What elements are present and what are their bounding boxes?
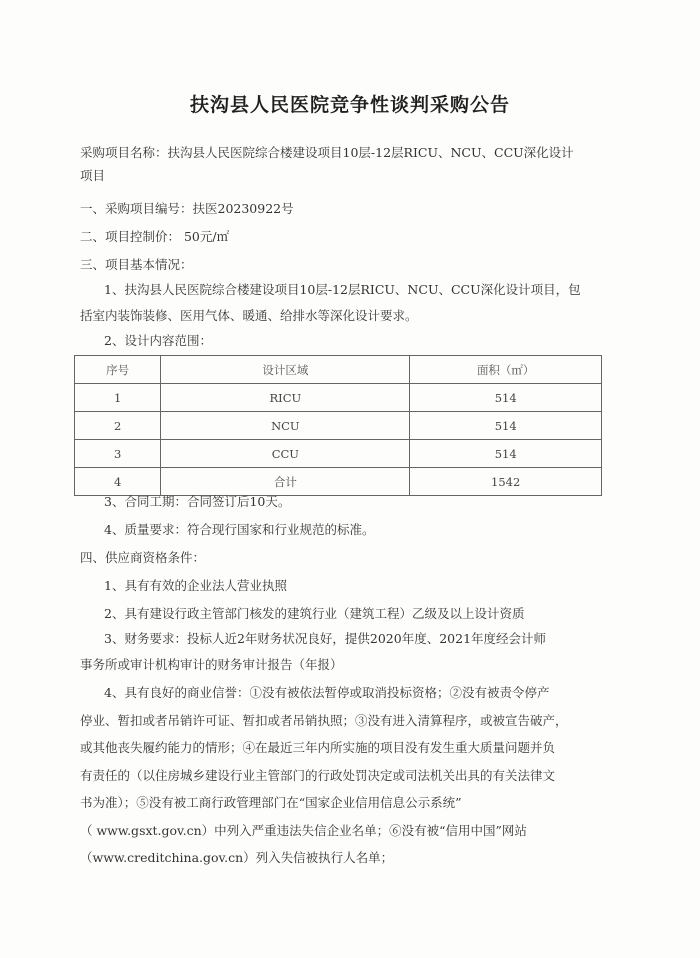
- table-row: [75, 440, 602, 468]
- paragraph-line: 书为准）；⑤没有被工商行政管理部门在“国家企业信用信息公示系统”: [80, 795, 462, 810]
- paragraph-line: 1、扶沟县人民医院综合楼建设项目10层-12层RICU、NCU、CCU深化设计项目，包: [104, 282, 581, 297]
- table-cell: 3: [75, 440, 161, 468]
- paragraph-line: （www.creditchina.gov.cn）列入失信被执行人名单；: [80, 850, 394, 865]
- project-name-line: 项目: [80, 168, 106, 183]
- column-header-area: 设计区域: [161, 356, 410, 384]
- section-basic-info: 三、项目基本情况：: [80, 257, 193, 272]
- project-name-line: 采购项目名称：扶沟县人民医院综合楼建设项目10层-12层RICU、NCU、CCU深化设计: [80, 145, 574, 160]
- table-cell: 1542: [410, 468, 602, 496]
- qualification-item-4: [80, 679, 568, 872]
- table-cell: 4: [75, 468, 161, 496]
- paragraph-line: 事务所或审计机构审计的财务审计报告（年报）: [80, 656, 343, 672]
- paragraph-line: 停业、暂扣或者吊销许可证、暂扣或者吊销执照；③没有进入清算程序，或被宣告破产，: [80, 712, 568, 728]
- qualification-item-3: [80, 624, 546, 679]
- table-cell: NCU: [161, 412, 410, 440]
- paragraph-line: 括室内装饰装修、医用气体、暖通、给排水等深化设计要求。: [80, 307, 418, 323]
- column-header-number: 序号: [75, 356, 161, 384]
- table-row: [75, 384, 602, 412]
- table-cell: 2: [75, 412, 161, 440]
- paragraph-line: 有责任的（以住房城乡建设行业主管部门的行政处罚决定或司法机关出具的有关法律文: [80, 767, 556, 783]
- table-cell: RICU: [161, 384, 410, 412]
- project-name: [80, 141, 574, 187]
- page-title: 扶沟县人民医院竞争性谈判采购公告: [189, 94, 510, 116]
- table-row: [75, 468, 602, 496]
- section-control-price: 二、项目控制价： 50元/㎡: [80, 229, 230, 244]
- paragraph-line: 4、具有良好的商业信誉：①没有被依法暂停或取消投标资格；②没有被责令停产: [104, 685, 550, 700]
- paragraph-line: 3、财务要求：投标人近2年财务状况良好，提供2020年度、2021年度经会计师: [104, 631, 547, 646]
- table-header-row: [75, 356, 602, 384]
- table-cell: CCU: [161, 440, 410, 468]
- paragraph-line: 或其他丧失履约能力的情形；④在最近三年内所实施的项目没有发生重大质量问题并负: [80, 740, 556, 755]
- qualification-item-2: 2、具有建设行政主管部门核发的建筑行业（建筑工程）乙级及以上设计资质: [104, 606, 525, 621]
- basic-info-item-3: 3、合同工期：合同签订后10天。: [104, 494, 291, 509]
- column-header-size: 面积（㎡）: [410, 356, 602, 384]
- basic-info-item-2: 2、设计内容范围：: [104, 333, 212, 348]
- section-procurement-number: 一、采购项目编号：扶医20230922号: [80, 201, 294, 216]
- table-cell: 514: [410, 384, 602, 412]
- section-qualifications: 四、供应商资格条件：: [80, 550, 206, 565]
- paragraph-line: （ www.gsxt.gov.cn）中列入严重违法失信企业名单；⑥没有被“信用中国”网站: [80, 822, 527, 838]
- table-cell: 合计: [161, 468, 410, 496]
- table-cell: 1: [75, 384, 161, 412]
- table-cell: 514: [410, 440, 602, 468]
- design-scope-table: [74, 355, 602, 496]
- basic-info-item-4: 4、质量要求：符合现行国家和行业规范的标准。: [104, 522, 375, 537]
- table-row: [75, 412, 602, 440]
- table-cell: 514: [410, 412, 602, 440]
- basic-info-item-1: [80, 275, 581, 330]
- qualification-item-1: 1、具有有效的企业法人营业执照: [104, 578, 287, 593]
